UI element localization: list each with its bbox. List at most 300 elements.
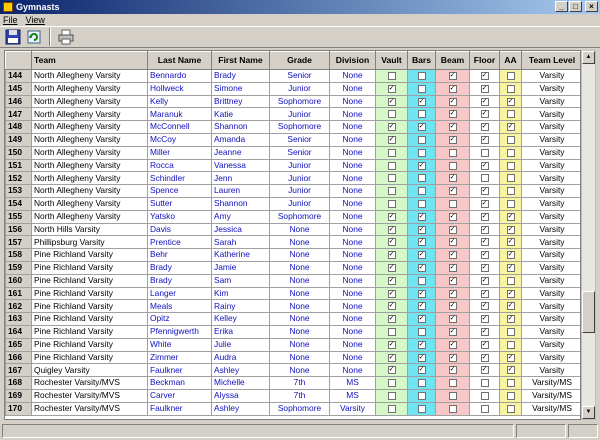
table-row[interactable]: [6, 133, 582, 146]
floor-checkbox[interactable]: [481, 405, 489, 413]
bars-checkbox[interactable]: ✓: [418, 97, 425, 105]
team-level-cell[interactable]: Varsity: [522, 185, 582, 198]
team-level-cell[interactable]: Varsity: [522, 236, 582, 249]
table-row[interactable]: [6, 287, 582, 300]
aa-checkbox[interactable]: [507, 392, 515, 400]
beam-checkbox[interactable]: ✓: [449, 110, 456, 118]
grade-cell[interactable]: None: [270, 325, 330, 338]
division-cell[interactable]: None: [330, 223, 376, 236]
beam-checkbox[interactable]: [449, 149, 457, 157]
aa-checkbox[interactable]: ✓: [507, 289, 514, 297]
bars-checkbox[interactable]: ✓: [418, 289, 425, 297]
last-name-cell[interactable]: Opitz: [148, 313, 212, 326]
table-row[interactable]: [6, 159, 582, 172]
team-cell[interactable]: North Allegheny Varsity: [32, 82, 148, 95]
division-cell[interactable]: None: [330, 172, 376, 185]
first-name-cell[interactable]: Shannon: [212, 197, 270, 210]
team-level-cell[interactable]: Varsity: [522, 249, 582, 262]
column-header-grade[interactable]: Grade: [270, 52, 330, 70]
table-row[interactable]: [6, 338, 582, 351]
team-level-cell[interactable]: Varsity: [522, 121, 582, 134]
last-name-cell[interactable]: Zimmer: [148, 351, 212, 364]
vault-checkbox[interactable]: ✓: [388, 238, 395, 246]
last-name-cell[interactable]: Hollweck: [148, 82, 212, 95]
first-name-cell[interactable]: Katie: [212, 108, 270, 121]
first-name-cell[interactable]: Sarah: [212, 236, 270, 249]
grade-cell[interactable]: 7th: [270, 389, 330, 402]
floor-checkbox[interactable]: ✓: [481, 187, 488, 195]
floor-checkbox[interactable]: ✓: [481, 84, 488, 92]
beam-checkbox[interactable]: ✓: [449, 366, 456, 374]
team-cell[interactable]: Phillipsburg Varsity: [32, 236, 148, 249]
last-name-cell[interactable]: Faulkner: [148, 364, 212, 377]
vault-checkbox[interactable]: ✓: [388, 276, 395, 284]
column-header-bars[interactable]: Bars: [408, 52, 436, 70]
floor-checkbox[interactable]: ✓: [481, 199, 488, 207]
team-cell[interactable]: North Allegheny Varsity: [32, 108, 148, 121]
grade-cell[interactable]: Sophomore: [270, 95, 330, 108]
beam-checkbox[interactable]: ✓: [449, 97, 456, 105]
beam-checkbox[interactable]: ✓: [449, 71, 456, 79]
table-row[interactable]: [6, 261, 582, 274]
beam-checkbox[interactable]: ✓: [449, 302, 456, 310]
grade-cell[interactable]: None: [270, 364, 330, 377]
grade-cell[interactable]: Junior: [270, 172, 330, 185]
scroll-down-arrow-icon[interactable]: ▼: [582, 406, 595, 419]
vault-checkbox[interactable]: ✓: [388, 340, 395, 348]
first-name-cell[interactable]: Kim: [212, 287, 270, 300]
table-row[interactable]: [6, 108, 582, 121]
bars-checkbox[interactable]: [418, 277, 426, 285]
team-cell[interactable]: Pine Richland Varsity: [32, 249, 148, 262]
column-header-team-level[interactable]: Team Level: [522, 52, 582, 70]
team-cell[interactable]: North Allegheny Varsity: [32, 133, 148, 146]
table-row[interactable]: [6, 236, 582, 249]
division-cell[interactable]: None: [330, 274, 376, 287]
aa-checkbox[interactable]: [507, 72, 515, 80]
grade-cell[interactable]: None: [270, 300, 330, 313]
first-name-cell[interactable]: Brittney: [212, 95, 270, 108]
table-row[interactable]: [6, 146, 582, 159]
vault-checkbox[interactable]: [388, 187, 396, 195]
first-name-cell[interactable]: Rainy: [212, 300, 270, 313]
division-cell[interactable]: None: [330, 313, 376, 326]
bars-checkbox[interactable]: ✓: [418, 212, 425, 220]
first-name-cell[interactable]: Alyssa: [212, 389, 270, 402]
grade-cell[interactable]: Sophomore: [270, 121, 330, 134]
division-cell[interactable]: None: [330, 95, 376, 108]
bars-checkbox[interactable]: ✓: [418, 225, 425, 233]
team-cell[interactable]: North Allegheny Varsity: [32, 70, 148, 83]
last-name-cell[interactable]: Spence: [148, 185, 212, 198]
grade-cell[interactable]: None: [270, 338, 330, 351]
grade-cell[interactable]: None: [270, 249, 330, 262]
table-row[interactable]: [6, 95, 582, 108]
team-cell[interactable]: Pine Richland Varsity: [32, 325, 148, 338]
bars-checkbox[interactable]: [418, 149, 426, 157]
aa-checkbox[interactable]: [507, 328, 515, 336]
division-cell[interactable]: None: [330, 108, 376, 121]
vault-checkbox[interactable]: [388, 405, 396, 413]
team-level-cell[interactable]: Varsity: [522, 70, 582, 83]
last-name-cell[interactable]: Schindler: [148, 172, 212, 185]
close-button[interactable]: ×: [585, 1, 598, 12]
team-cell[interactable]: North Allegheny Varsity: [32, 197, 148, 210]
floor-checkbox[interactable]: ✓: [481, 110, 488, 118]
column-header-floor[interactable]: Floor: [470, 52, 500, 70]
grade-cell[interactable]: None: [270, 223, 330, 236]
table-row[interactable]: [6, 364, 582, 377]
last-name-cell[interactable]: Behr: [148, 249, 212, 262]
team-cell[interactable]: Pine Richland Varsity: [32, 351, 148, 364]
grade-cell[interactable]: Junior: [270, 82, 330, 95]
table-row[interactable]: [6, 313, 582, 326]
bars-checkbox[interactable]: ✓: [418, 123, 425, 131]
floor-checkbox[interactable]: ✓: [481, 263, 488, 271]
bars-checkbox[interactable]: ✓: [418, 315, 425, 323]
division-cell[interactable]: MS: [330, 389, 376, 402]
table-row[interactable]: [6, 249, 582, 262]
scroll-up-arrow-icon[interactable]: ▲: [582, 51, 595, 64]
team-level-cell[interactable]: Varsity/MS: [522, 377, 582, 390]
grade-cell[interactable]: None: [270, 313, 330, 326]
team-cell[interactable]: Rochester Varsity/MVS: [32, 402, 148, 415]
team-cell[interactable]: Rochester Varsity/MVS: [32, 377, 148, 390]
team-cell[interactable]: North Allegheny Varsity: [32, 210, 148, 223]
grade-cell[interactable]: None: [270, 287, 330, 300]
grade-cell[interactable]: Senior: [270, 70, 330, 83]
maximize-button[interactable]: □: [569, 1, 582, 12]
division-cell[interactable]: None: [330, 146, 376, 159]
column-header-rownum[interactable]: [6, 52, 32, 70]
gymnasts-grid[interactable]: [4, 50, 581, 420]
aa-checkbox[interactable]: [507, 85, 515, 93]
beam-checkbox[interactable]: ✓: [449, 263, 456, 271]
table-row[interactable]: [6, 197, 582, 210]
division-cell[interactable]: None: [330, 300, 376, 313]
team-cell[interactable]: Pine Richland Varsity: [32, 274, 148, 287]
bars-checkbox[interactable]: ✓: [418, 263, 425, 271]
bars-checkbox[interactable]: [418, 187, 426, 195]
team-level-cell[interactable]: Varsity: [522, 146, 582, 159]
vault-checkbox[interactable]: [388, 149, 396, 157]
last-name-cell[interactable]: Miller: [148, 146, 212, 159]
column-header-aa[interactable]: AA: [500, 52, 522, 70]
grade-cell[interactable]: None: [270, 274, 330, 287]
grade-cell[interactable]: None: [270, 351, 330, 364]
bars-checkbox[interactable]: ✓: [418, 238, 425, 246]
column-header-team[interactable]: Team: [32, 52, 148, 70]
beam-checkbox[interactable]: ✓: [449, 174, 456, 182]
division-cell[interactable]: None: [330, 133, 376, 146]
last-name-cell[interactable]: Carver: [148, 389, 212, 402]
first-name-cell[interactable]: Katherine: [212, 249, 270, 262]
team-level-cell[interactable]: Varsity: [522, 325, 582, 338]
first-name-cell[interactable]: Jessica: [212, 223, 270, 236]
team-cell[interactable]: North Allegheny Varsity: [32, 159, 148, 172]
last-name-cell[interactable]: Davis: [148, 223, 212, 236]
vault-checkbox[interactable]: [388, 200, 396, 208]
aa-checkbox[interactable]: ✓: [507, 315, 514, 323]
floor-checkbox[interactable]: ✓: [481, 340, 488, 348]
first-name-cell[interactable]: Michelle: [212, 377, 270, 390]
column-header-beam[interactable]: Beam: [436, 52, 470, 70]
team-level-cell[interactable]: Varsity: [522, 133, 582, 146]
floor-checkbox[interactable]: [481, 392, 489, 400]
aa-checkbox[interactable]: [507, 162, 515, 170]
division-cell[interactable]: None: [330, 159, 376, 172]
aa-checkbox[interactable]: [507, 110, 515, 118]
team-level-cell[interactable]: Varsity: [522, 313, 582, 326]
table-row[interactable]: [6, 223, 582, 236]
vault-checkbox[interactable]: ✓: [388, 123, 395, 131]
grade-cell[interactable]: None: [270, 236, 330, 249]
team-level-cell[interactable]: Varsity: [522, 82, 582, 95]
bars-checkbox[interactable]: [418, 136, 426, 144]
vault-checkbox[interactable]: [388, 392, 396, 400]
division-cell[interactable]: None: [330, 364, 376, 377]
bars-checkbox[interactable]: ✓: [418, 302, 425, 310]
team-cell[interactable]: Pine Richland Varsity: [32, 287, 148, 300]
team-cell[interactable]: North Hills Varsity: [32, 223, 148, 236]
grade-cell[interactable]: None: [270, 261, 330, 274]
vault-checkbox[interactable]: ✓: [388, 212, 395, 220]
first-name-cell[interactable]: Ashley: [212, 364, 270, 377]
grade-cell[interactable]: Senior: [270, 146, 330, 159]
team-level-cell[interactable]: Varsity: [522, 95, 582, 108]
aa-checkbox[interactable]: [507, 405, 515, 413]
bars-checkbox[interactable]: [418, 110, 426, 118]
beam-checkbox[interactable]: ✓: [449, 289, 456, 297]
grade-cell[interactable]: Junior: [270, 108, 330, 121]
team-cell[interactable]: North Allegheny Varsity: [32, 172, 148, 185]
vault-checkbox[interactable]: ✓: [388, 84, 395, 92]
first-name-cell[interactable]: Erika: [212, 325, 270, 338]
team-level-cell[interactable]: Varsity: [522, 261, 582, 274]
team-cell[interactable]: Rochester Varsity/MVS: [32, 389, 148, 402]
aa-checkbox[interactable]: ✓: [507, 97, 514, 105]
bars-checkbox[interactable]: ✓: [418, 340, 425, 348]
floor-checkbox[interactable]: ✓: [481, 161, 488, 169]
column-header-last-name[interactable]: Last Name: [148, 52, 212, 70]
bars-checkbox[interactable]: [418, 328, 426, 336]
floor-checkbox[interactable]: ✓: [481, 366, 488, 374]
aa-checkbox[interactable]: ✓: [507, 302, 514, 310]
first-name-cell[interactable]: Lauren: [212, 185, 270, 198]
first-name-cell[interactable]: Simone: [212, 82, 270, 95]
floor-checkbox[interactable]: [481, 379, 489, 387]
team-level-cell[interactable]: Varsity: [522, 364, 582, 377]
last-name-cell[interactable]: Pfennigwerth: [148, 325, 212, 338]
table-row[interactable]: [6, 185, 582, 198]
team-level-cell[interactable]: Varsity: [522, 274, 582, 287]
first-name-cell[interactable]: Brady: [212, 70, 270, 83]
first-name-cell[interactable]: Vanessa: [212, 159, 270, 172]
floor-checkbox[interactable]: ✓: [481, 212, 488, 220]
team-level-cell[interactable]: Varsity: [522, 197, 582, 210]
floor-checkbox[interactable]: ✓: [481, 123, 488, 131]
floor-checkbox[interactable]: ✓: [481, 97, 488, 105]
last-name-cell[interactable]: Bennardo: [148, 70, 212, 83]
floor-checkbox[interactable]: [481, 174, 489, 182]
save-button[interactable]: [4, 28, 22, 46]
floor-checkbox[interactable]: ✓: [481, 315, 488, 323]
vault-checkbox[interactable]: [388, 72, 396, 80]
bars-checkbox[interactable]: ✓: [418, 251, 425, 259]
aa-checkbox[interactable]: [507, 341, 515, 349]
beam-checkbox[interactable]: ✓: [449, 251, 456, 259]
beam-checkbox[interactable]: [449, 162, 457, 170]
first-name-cell[interactable]: Jamie: [212, 261, 270, 274]
team-cell[interactable]: North Allegheny Varsity: [32, 95, 148, 108]
first-name-cell[interactable]: Ashley: [212, 402, 270, 415]
floor-checkbox[interactable]: [481, 149, 489, 157]
beam-checkbox[interactable]: ✓: [449, 340, 456, 348]
division-cell[interactable]: None: [330, 338, 376, 351]
aa-checkbox[interactable]: [507, 277, 515, 285]
team-level-cell[interactable]: Varsity: [522, 172, 582, 185]
minimize-button[interactable]: _: [555, 1, 568, 12]
vault-checkbox[interactable]: ✓: [388, 302, 395, 310]
team-level-cell[interactable]: Varsity/MS: [522, 402, 582, 415]
team-level-cell[interactable]: Varsity/MS: [522, 389, 582, 402]
aa-checkbox[interactable]: ✓: [507, 366, 514, 374]
last-name-cell[interactable]: Langer: [148, 287, 212, 300]
team-level-cell[interactable]: Varsity: [522, 108, 582, 121]
team-cell[interactable]: Pine Richland Varsity: [32, 300, 148, 313]
print-button[interactable]: [57, 28, 75, 46]
first-name-cell[interactable]: Audra: [212, 351, 270, 364]
table-row[interactable]: [6, 377, 582, 390]
last-name-cell[interactable]: Brady: [148, 274, 212, 287]
vault-checkbox[interactable]: ✓: [388, 353, 395, 361]
column-header-first-name[interactable]: First Name: [212, 52, 270, 70]
last-name-cell[interactable]: Kelly: [148, 95, 212, 108]
last-name-cell[interactable]: Maranuk: [148, 108, 212, 121]
vault-checkbox[interactable]: ✓: [388, 289, 395, 297]
aa-checkbox[interactable]: ✓: [507, 238, 514, 246]
table-row[interactable]: [6, 274, 582, 287]
division-cell[interactable]: Varsity: [330, 402, 376, 415]
column-header-division[interactable]: Division: [330, 52, 376, 70]
vault-checkbox[interactable]: [388, 174, 396, 182]
bars-checkbox[interactable]: [418, 72, 426, 80]
team-cell[interactable]: North Allegheny Varsity: [32, 185, 148, 198]
aa-checkbox[interactable]: ✓: [507, 123, 514, 131]
bars-checkbox[interactable]: ✓: [418, 353, 425, 361]
division-cell[interactable]: None: [330, 325, 376, 338]
beam-checkbox[interactable]: ✓: [449, 212, 456, 220]
beam-checkbox[interactable]: [449, 405, 457, 413]
aa-checkbox[interactable]: ✓: [507, 225, 514, 233]
last-name-cell[interactable]: McCoy: [148, 133, 212, 146]
first-name-cell[interactable]: Sam: [212, 274, 270, 287]
grade-cell[interactable]: 7th: [270, 377, 330, 390]
grade-cell[interactable]: Junior: [270, 185, 330, 198]
beam-checkbox[interactable]: ✓: [449, 225, 456, 233]
grade-cell[interactable]: Sophomore: [270, 402, 330, 415]
team-level-cell[interactable]: Varsity: [522, 159, 582, 172]
team-cell[interactable]: North Allegheny Varsity: [32, 146, 148, 159]
beam-checkbox[interactable]: ✓: [449, 276, 456, 284]
division-cell[interactable]: None: [330, 82, 376, 95]
vault-checkbox[interactable]: ✓: [388, 366, 395, 374]
bars-checkbox[interactable]: ✓: [418, 161, 425, 169]
division-cell[interactable]: None: [330, 185, 376, 198]
refresh-button[interactable]: [25, 28, 43, 46]
aa-checkbox[interactable]: [507, 149, 515, 157]
beam-checkbox[interactable]: ✓: [449, 123, 456, 131]
aa-checkbox[interactable]: ✓: [507, 212, 514, 220]
vault-checkbox[interactable]: ✓: [388, 251, 395, 259]
bars-checkbox[interactable]: [418, 379, 426, 387]
team-cell[interactable]: Pine Richland Varsity: [32, 338, 148, 351]
division-cell[interactable]: None: [330, 261, 376, 274]
team-level-cell[interactable]: Varsity: [522, 223, 582, 236]
first-name-cell[interactable]: Jeanne: [212, 146, 270, 159]
table-row[interactable]: [6, 210, 582, 223]
floor-checkbox[interactable]: ✓: [481, 327, 488, 335]
aa-checkbox[interactable]: [507, 174, 515, 182]
bars-checkbox[interactable]: [418, 85, 426, 93]
first-name-cell[interactable]: Amanda: [212, 133, 270, 146]
last-name-cell[interactable]: Faulkner: [148, 402, 212, 415]
team-cell[interactable]: North Allegheny Varsity: [32, 121, 148, 134]
team-cell[interactable]: Quigley Varsity: [32, 364, 148, 377]
last-name-cell[interactable]: Rocca: [148, 159, 212, 172]
first-name-cell[interactable]: Amy: [212, 210, 270, 223]
aa-checkbox[interactable]: ✓: [507, 353, 514, 361]
last-name-cell[interactable]: Meals: [148, 300, 212, 313]
vault-checkbox[interactable]: [388, 379, 396, 387]
table-row[interactable]: [6, 70, 582, 83]
division-cell[interactable]: None: [330, 121, 376, 134]
table-row[interactable]: [6, 351, 582, 364]
table-row[interactable]: [6, 172, 582, 185]
grade-cell[interactable]: Junior: [270, 159, 330, 172]
division-cell[interactable]: MS: [330, 377, 376, 390]
floor-checkbox[interactable]: ✓: [481, 302, 488, 310]
aa-checkbox[interactable]: [507, 200, 515, 208]
first-name-cell[interactable]: Jenn: [212, 172, 270, 185]
division-cell[interactable]: None: [330, 70, 376, 83]
vault-checkbox[interactable]: ✓: [388, 135, 395, 143]
beam-checkbox[interactable]: ✓: [449, 327, 456, 335]
last-name-cell[interactable]: Brady: [148, 261, 212, 274]
division-cell[interactable]: None: [330, 351, 376, 364]
beam-checkbox[interactable]: ✓: [449, 135, 456, 143]
division-cell[interactable]: None: [330, 197, 376, 210]
aa-checkbox[interactable]: [507, 187, 515, 195]
floor-checkbox[interactable]: ✓: [481, 135, 488, 143]
grade-cell[interactable]: Junior: [270, 197, 330, 210]
vault-checkbox[interactable]: [388, 110, 396, 118]
menu-view[interactable]: View: [25, 15, 45, 25]
floor-checkbox[interactable]: ✓: [481, 238, 488, 246]
bars-checkbox[interactable]: ✓: [418, 366, 425, 374]
last-name-cell[interactable]: Beckman: [148, 377, 212, 390]
grade-cell[interactable]: Senior: [270, 133, 330, 146]
team-cell[interactable]: Pine Richland Varsity: [32, 313, 148, 326]
division-cell[interactable]: None: [330, 249, 376, 262]
menu-file[interactable]: File: [3, 15, 18, 25]
team-cell[interactable]: Pine Richland Varsity: [32, 261, 148, 274]
beam-checkbox[interactable]: [449, 392, 457, 400]
aa-checkbox[interactable]: [507, 379, 515, 387]
beam-checkbox[interactable]: ✓: [449, 353, 456, 361]
team-level-cell[interactable]: Varsity: [522, 351, 582, 364]
team-level-cell[interactable]: Varsity: [522, 300, 582, 313]
